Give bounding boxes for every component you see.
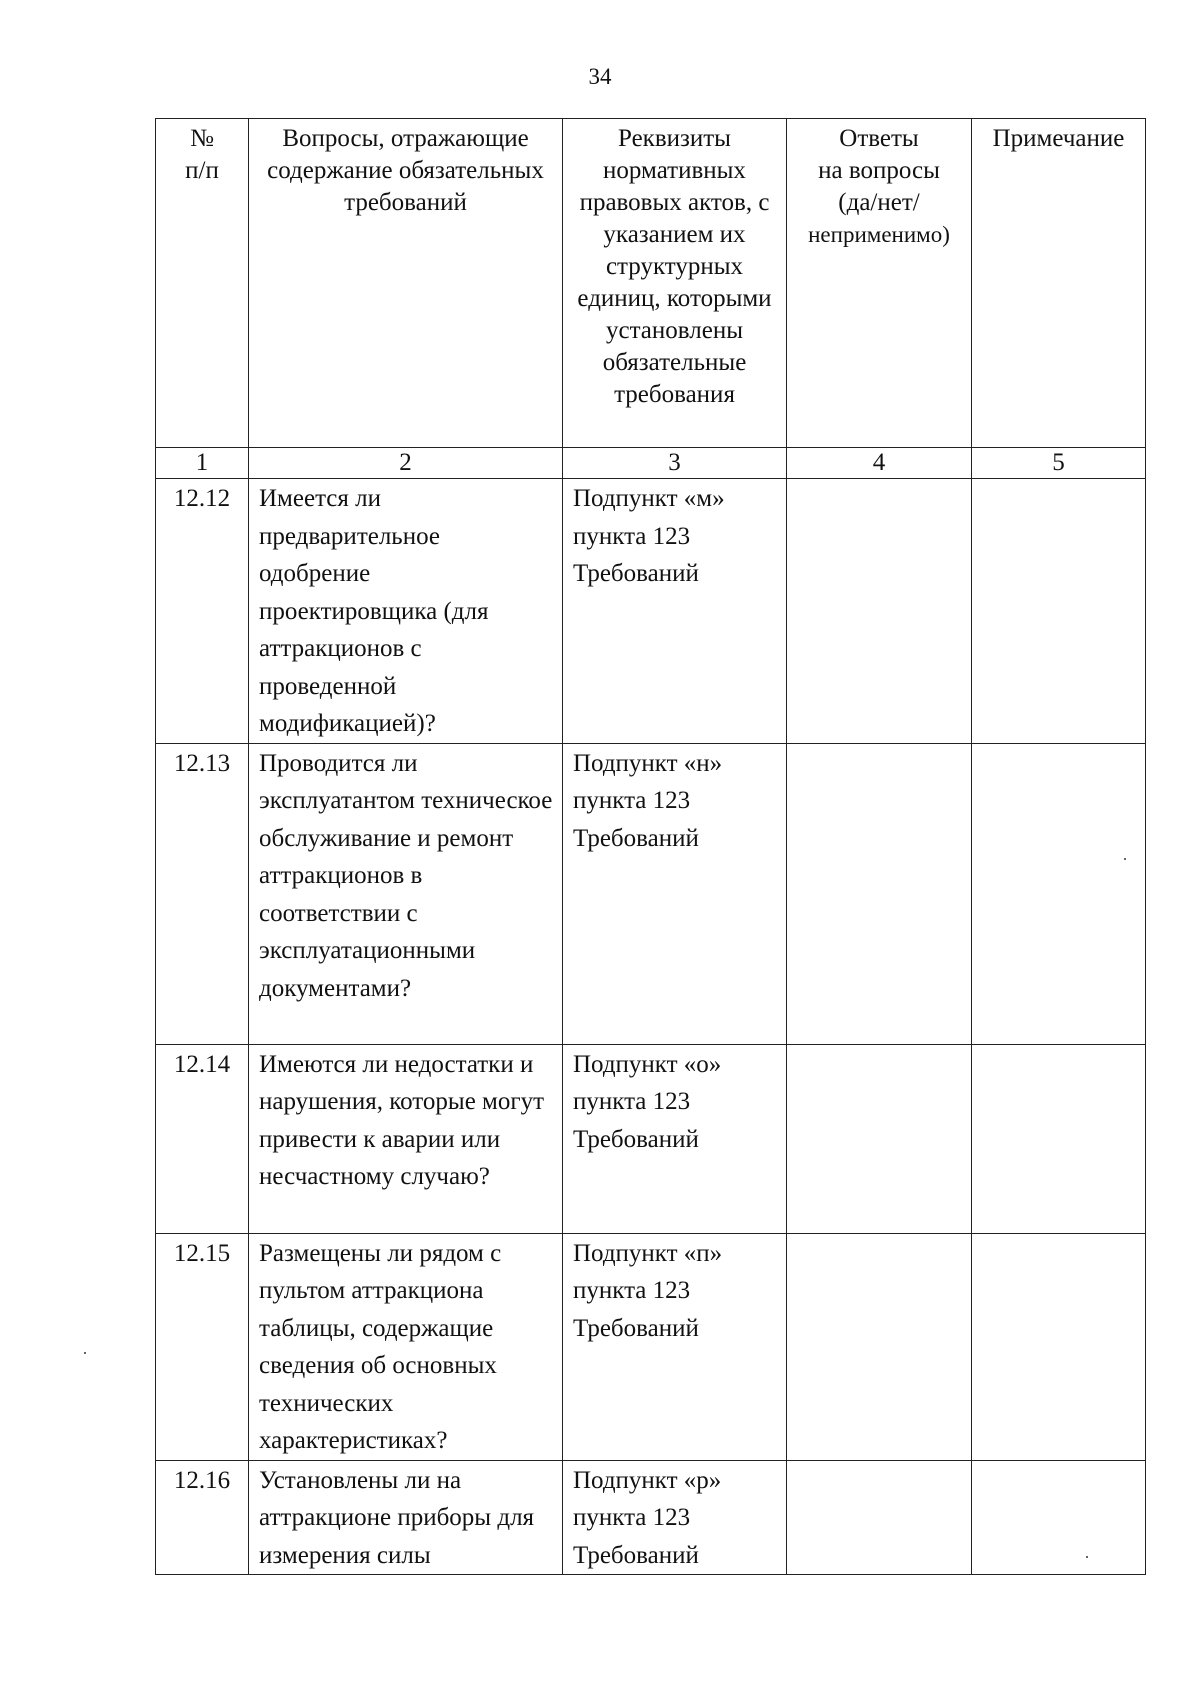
- column-number-row: [156, 448, 1146, 479]
- row-number: 12.13: [156, 743, 249, 1044]
- header-question: [249, 119, 563, 448]
- header-note: [972, 119, 1146, 448]
- header-answer-line1: Ответы: [839, 125, 919, 152]
- row-reference: Подпункт «о» пункта 123 Требований: [563, 1044, 787, 1233]
- row-number: 12.14: [156, 1044, 249, 1233]
- row-note: [972, 743, 1146, 1044]
- row-answer: [787, 1233, 972, 1460]
- row-reference: Подпункт «р» пункта 123 Требований: [563, 1460, 787, 1575]
- column-number-3: 3: [563, 448, 787, 479]
- table-row: [156, 1460, 1146, 1575]
- table-row: [156, 1233, 1146, 1460]
- checklist-table: [155, 118, 1146, 1575]
- header-answer-line4: неприменимо): [808, 222, 950, 247]
- table-row: [156, 743, 1146, 1044]
- row-answer: [787, 1044, 972, 1233]
- column-number-2: 2: [249, 448, 563, 479]
- column-number-1: 1: [156, 448, 249, 479]
- row-reference: Подпункт «п» пункта 123 Требований: [563, 1233, 787, 1460]
- scan-speck: [1086, 1556, 1088, 1558]
- row-note: [972, 1233, 1146, 1460]
- scan-speck: [1124, 858, 1126, 860]
- row-number: 12.12: [156, 479, 249, 744]
- header-answer-line2: на вопросы: [818, 157, 940, 184]
- header-note-text: Примечание: [992, 125, 1125, 152]
- row-question: Имеется ли предварительное одобрение проектировщика (для аттракционов с проведенной модификацией)?: [249, 479, 563, 744]
- header-number: [156, 119, 249, 448]
- row-note: [972, 479, 1146, 744]
- row-number: 12.15: [156, 1233, 249, 1460]
- header-number-line1: №: [190, 125, 214, 152]
- row-answer: [787, 1460, 972, 1575]
- page-number: 34: [588, 64, 612, 89]
- header-row: [156, 119, 1146, 448]
- row-answer: [787, 743, 972, 1044]
- header-question-text: Вопросы, отражающие содержание обязательных требований: [267, 125, 544, 216]
- column-number-5: 5: [972, 448, 1146, 479]
- row-note: [972, 1460, 1146, 1575]
- row-answer: [787, 479, 972, 744]
- scan-speck: [84, 1352, 86, 1354]
- header-answer: [787, 119, 972, 448]
- row-question: Имеются ли недостатки и нарушения, которые могут привести к аварии или несчастному случаю?: [249, 1044, 563, 1233]
- row-reference: Подпункт «н» пункта 123 Требований: [563, 743, 787, 1044]
- row-number: 12.16: [156, 1460, 249, 1575]
- row-note: [972, 1044, 1146, 1233]
- table-row: [156, 479, 1146, 744]
- table-row: [156, 1044, 1146, 1233]
- header-answer-line3: (да/нет/: [838, 189, 920, 216]
- header-reference-text: Реквизиты нормативных правовых актов, с указанием их структурных единиц, которыми установлены обязательные требования: [577, 125, 772, 408]
- row-question: Проводится ли эксплуатантом техническое обслуживание и ремонт аттракционов в соответствии с эксплуатационными документами?: [249, 743, 563, 1044]
- header-number-line2: п/п: [185, 157, 219, 184]
- row-question: Установлены ли на аттракционе приборы для измерения силы: [249, 1460, 563, 1575]
- row-reference: Подпункт «м» пункта 123 Требований: [563, 479, 787, 744]
- column-number-4: 4: [787, 448, 972, 479]
- header-reference: [563, 119, 787, 448]
- row-question: Размещены ли рядом с пультом аттракциона таблицы, содержащие сведения об основных технических характеристиках?: [249, 1233, 563, 1460]
